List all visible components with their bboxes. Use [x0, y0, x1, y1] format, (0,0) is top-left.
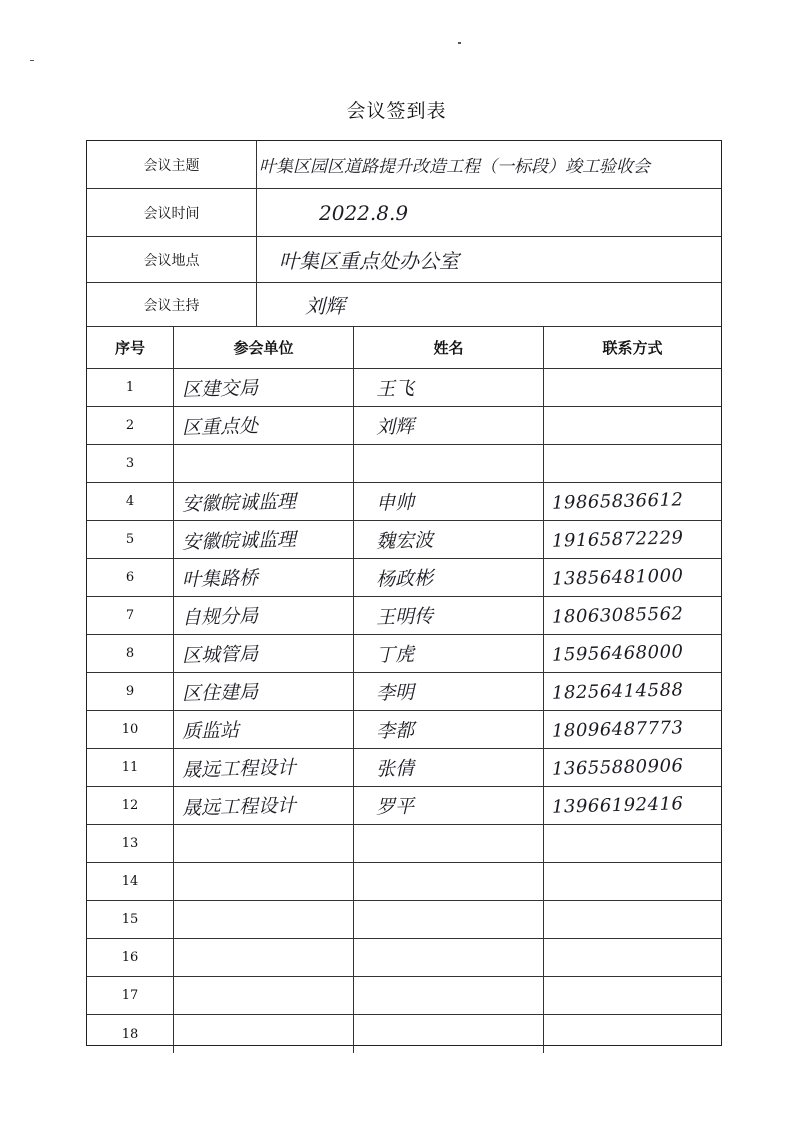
row-number-cell: [87, 369, 173, 406]
meeting-time-value: [265, 189, 715, 236]
attendee-phone: 13856481000: [551, 565, 684, 590]
attendee-organization: 区建交局: [181, 377, 259, 401]
meeting-topic-value: [259, 141, 715, 188]
page-title: 会议签到表: [346, 100, 447, 122]
attendee-name-cell: [353, 901, 543, 938]
attendee-name-cell: [353, 1015, 543, 1053]
attendee-organization-cell: [173, 787, 353, 824]
attendee-organization-cell: [173, 369, 353, 406]
header-no: 序号: [114, 339, 145, 357]
table-row: [87, 787, 721, 825]
attendee-name-cell: [353, 407, 543, 444]
attendee-phone-cell: [543, 369, 721, 406]
row-number-cell: [87, 749, 173, 786]
table-row: [87, 825, 721, 863]
row-number: 11: [121, 760, 139, 775]
attendee-name-cell: [353, 673, 543, 710]
attendee-phone-cell: [543, 825, 721, 862]
attendee-organization-cell: [173, 1015, 353, 1053]
attendee-organization: 质监站: [181, 719, 240, 743]
attendee-organization: 区重点处: [181, 415, 259, 439]
scan-speck: [30, 60, 34, 61]
attendee-phone-cell: [543, 901, 721, 938]
row-number: 9: [125, 684, 135, 699]
attendee-name-cell: [353, 863, 543, 900]
info-row-location: [87, 237, 721, 283]
attendee-name: 杨政彬: [375, 567, 434, 591]
row-number-cell: [87, 1015, 173, 1053]
row-number: 5: [125, 532, 135, 547]
row-number-cell: [87, 787, 173, 824]
attendee-phone-cell: [543, 787, 721, 824]
table-row: [87, 521, 721, 559]
attendee-phone-cell: [543, 749, 721, 786]
attendee-organization: 晟远工程设计: [181, 756, 297, 782]
table-row: [87, 369, 721, 407]
attendee-organization: 安徽皖诚监理: [181, 490, 297, 516]
header-org: 参会单位: [173, 327, 353, 368]
attendee-name-cell: [353, 369, 543, 406]
attendee-phone: 18096487773: [551, 717, 684, 742]
meeting-time-text: 2022.8.9: [319, 200, 409, 225]
attendee-organization-cell: [173, 901, 353, 938]
attendee-phone: 13966192416: [551, 793, 684, 818]
row-number: 16: [121, 950, 139, 965]
attendee-phone-cell: [543, 445, 721, 482]
info-row-topic: [87, 141, 721, 189]
attendee-name-cell: [353, 445, 543, 482]
attendee-name: 张倩: [375, 757, 415, 781]
attendee-organization: 叶集路桥: [181, 567, 259, 591]
meeting-host-value: [265, 283, 715, 326]
attendee-organization: 自规分局: [181, 605, 259, 629]
attendee-phone: 19165872229: [551, 527, 684, 552]
meeting-host-text: 刘辉: [305, 294, 345, 318]
attendee-organization-cell: [173, 863, 353, 900]
row-number-cell: [87, 673, 173, 710]
attendee-phone: 13655880906: [551, 755, 684, 780]
row-number: 1: [125, 380, 135, 395]
attendee-name-cell: [353, 939, 543, 976]
meeting-topic-text: 叶集区园区道路提升改造工程（一标段）竣工验收会: [259, 157, 650, 177]
row-number: 13: [121, 836, 139, 851]
table-row: [87, 445, 721, 483]
row-number: 4: [125, 494, 135, 509]
attendee-phone-cell: [543, 521, 721, 558]
row-number: 18: [121, 1026, 139, 1042]
row-number: 2: [125, 418, 135, 433]
row-number: 6: [125, 570, 135, 585]
row-number-cell: [87, 939, 173, 976]
attendee-name: 丁虎: [375, 643, 415, 667]
attendee-organization-cell: [173, 407, 353, 444]
attendee-phone-cell: [543, 673, 721, 710]
info-label: 会议主题: [87, 141, 257, 188]
table-row: [87, 711, 721, 749]
row-number-cell: [87, 597, 173, 634]
row-number-cell: [87, 901, 173, 938]
attendee-name-cell: [353, 825, 543, 862]
row-number-cell: [87, 445, 173, 482]
table-row: [87, 407, 721, 445]
attendee-phone-cell: [543, 939, 721, 976]
row-number-cell: [87, 825, 173, 862]
attendee-phone: 18063085562: [551, 603, 684, 628]
row-number-cell: [87, 635, 173, 672]
attendee-name: 李都: [375, 719, 415, 743]
attendee-name-cell: [353, 483, 543, 520]
row-number: 15: [121, 912, 139, 927]
attendee-name: 申帅: [375, 491, 415, 515]
row-number-cell: [87, 977, 173, 1014]
attendee-name-cell: [353, 597, 543, 634]
attendee-organization: 区城管局: [181, 643, 259, 667]
table-row: [87, 559, 721, 597]
attendee-organization-cell: [173, 635, 353, 672]
row-number-cell: [87, 407, 173, 444]
attendee-phone-cell: [543, 635, 721, 672]
attendee-organization-cell: [173, 749, 353, 786]
header-name: 姓名: [353, 327, 543, 368]
meeting-location-value: [265, 237, 715, 282]
attendee-phone-cell: [543, 1015, 721, 1053]
attendee-organization-cell: [173, 673, 353, 710]
attendee-phone-cell: [543, 407, 721, 444]
attendee-name: 罗平: [375, 795, 415, 819]
attendee-phone-cell: [543, 977, 721, 1014]
row-number-cell: [87, 559, 173, 596]
attendee-phone-cell: [543, 711, 721, 748]
row-number: 3: [125, 456, 135, 471]
attendee-organization: 晟远工程设计: [181, 794, 297, 820]
attendee-phone-cell: [543, 559, 721, 596]
attendee-organization-cell: [173, 521, 353, 558]
row-number: 12: [121, 798, 139, 813]
attendee-organization: 区住建局: [181, 681, 259, 705]
table-row: [87, 597, 721, 635]
table-header: [87, 327, 721, 369]
row-number: 14: [121, 874, 139, 889]
attendee-phone: 19865836612: [551, 489, 684, 514]
table-row: [87, 1015, 721, 1053]
row-number-cell: [87, 521, 173, 558]
row-number-cell: [87, 711, 173, 748]
table-row: [87, 749, 721, 787]
info-label: 会议时间: [87, 189, 257, 236]
table-row: [87, 673, 721, 711]
attendee-name: 李明: [375, 681, 415, 705]
attendee-organization-cell: [173, 711, 353, 748]
info-row-time: [87, 189, 721, 237]
attendee-name-cell: [353, 711, 543, 748]
attendee-name-cell: [353, 749, 543, 786]
attendee-phone-cell: [543, 863, 721, 900]
attendee-name: 刘辉: [375, 415, 415, 439]
info-label: 会议主持: [87, 283, 257, 326]
row-number-cell: [87, 483, 173, 520]
attendee-name-cell: [353, 787, 543, 824]
attendee-organization-cell: [173, 483, 353, 520]
attendee-organization-cell: [173, 445, 353, 482]
attendee-phone-cell: [543, 483, 721, 520]
table-row: [87, 939, 721, 977]
attendee-organization-cell: [173, 597, 353, 634]
header-phone: 联系方式: [543, 327, 721, 368]
attendee-organization-cell: [173, 559, 353, 596]
attendee-name-cell: [353, 521, 543, 558]
attendee-name-cell: [353, 977, 543, 1014]
table-row: [87, 863, 721, 901]
signin-sheet: [86, 140, 722, 1046]
meeting-location-text: 叶集区重点处办公室: [279, 249, 459, 273]
info-label: 会议地点: [87, 237, 257, 282]
attendee-phone: 18256414588: [551, 679, 684, 704]
attendee-name: 魏宏波: [375, 529, 434, 553]
table-row: [87, 635, 721, 673]
attendee-organization-cell: [173, 977, 353, 1014]
attendee-name: 王飞: [375, 377, 415, 401]
table-row: [87, 483, 721, 521]
attendee-phone-cell: [543, 597, 721, 634]
attendee-name-cell: [353, 635, 543, 672]
info-row-host: [87, 283, 721, 327]
row-number-cell: [87, 863, 173, 900]
table-row: [87, 901, 721, 939]
scan-speck: [458, 42, 461, 44]
table-row: [87, 977, 721, 1015]
row-number: 8: [125, 646, 135, 661]
attendee-phone: 15956468000: [551, 641, 684, 666]
attendee-organization-cell: [173, 825, 353, 862]
attendee-organization-cell: [173, 939, 353, 976]
row-number: 17: [121, 988, 139, 1003]
row-number: 7: [125, 608, 135, 623]
row-number: 10: [121, 722, 139, 737]
attendee-name-cell: [353, 559, 543, 596]
attendee-name: 王明传: [375, 605, 434, 629]
attendee-organization: 安徽皖诚监理: [181, 528, 297, 554]
